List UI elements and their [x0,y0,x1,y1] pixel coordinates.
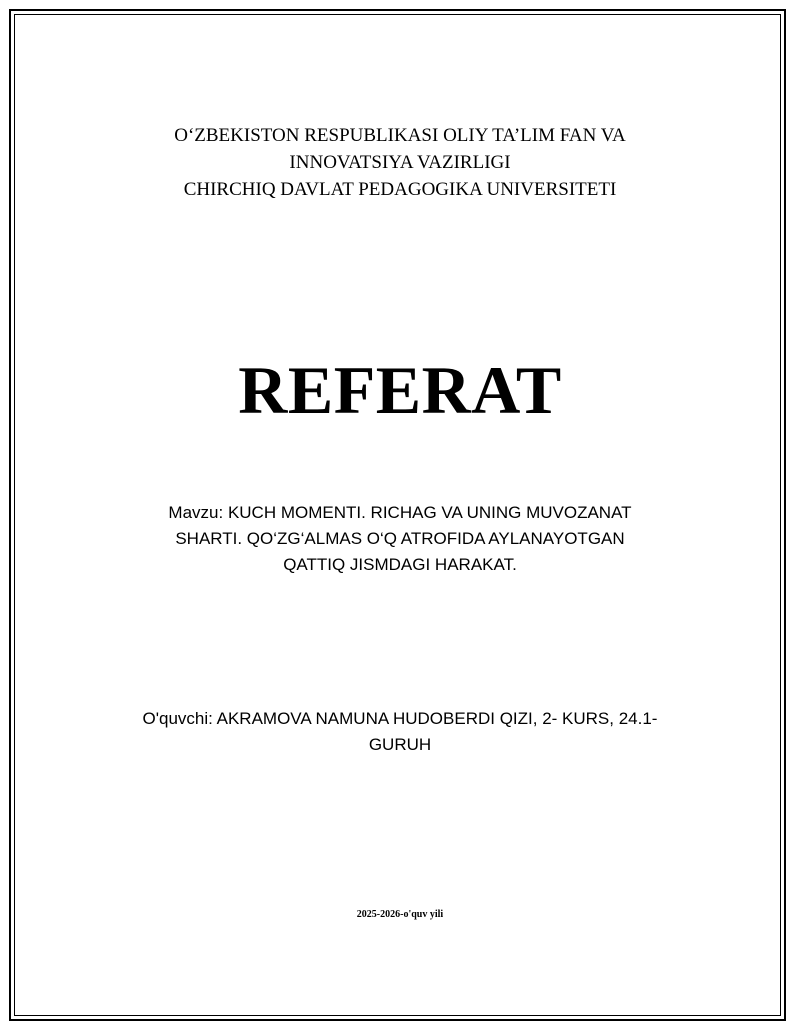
header-line-3: CHIRCHIQ DAVLAT PEDAGOGIKA UNIVERSITETI [183,179,617,200]
document-title: REFERAT [238,352,562,428]
student-line-2: GURUH [368,735,432,754]
topic-line-2: SHARTI. QO‘ZG‘ALMAS O‘Q ATROFIDA AYLANAYOTGAN [175,529,625,548]
student-block [0,706,800,758]
topic-line-3: QATTIQ JISMDAGI HARAKAT. [283,555,517,574]
topic-block [0,500,800,578]
header-line-1: O‘ZBEKISTON RESPUBLIKASI OLIY TA’LIM FAN VA [174,125,626,146]
header-line-2: INNOVATSIYA VAZIRLIGI [289,152,511,173]
student-line-1: O'quvchi: AKRAMOVA NAMUNA HUDOBERDI QIZI, 2- KURS, 24.1- [142,709,658,728]
topic-line-1: Mavzu: KUCH MOMENTI. RICHAG VA UNING MUVOZANAT [168,503,632,522]
institution-header [0,122,800,203]
academic-year: 2025-2026-o'quv yili [356,909,444,920]
